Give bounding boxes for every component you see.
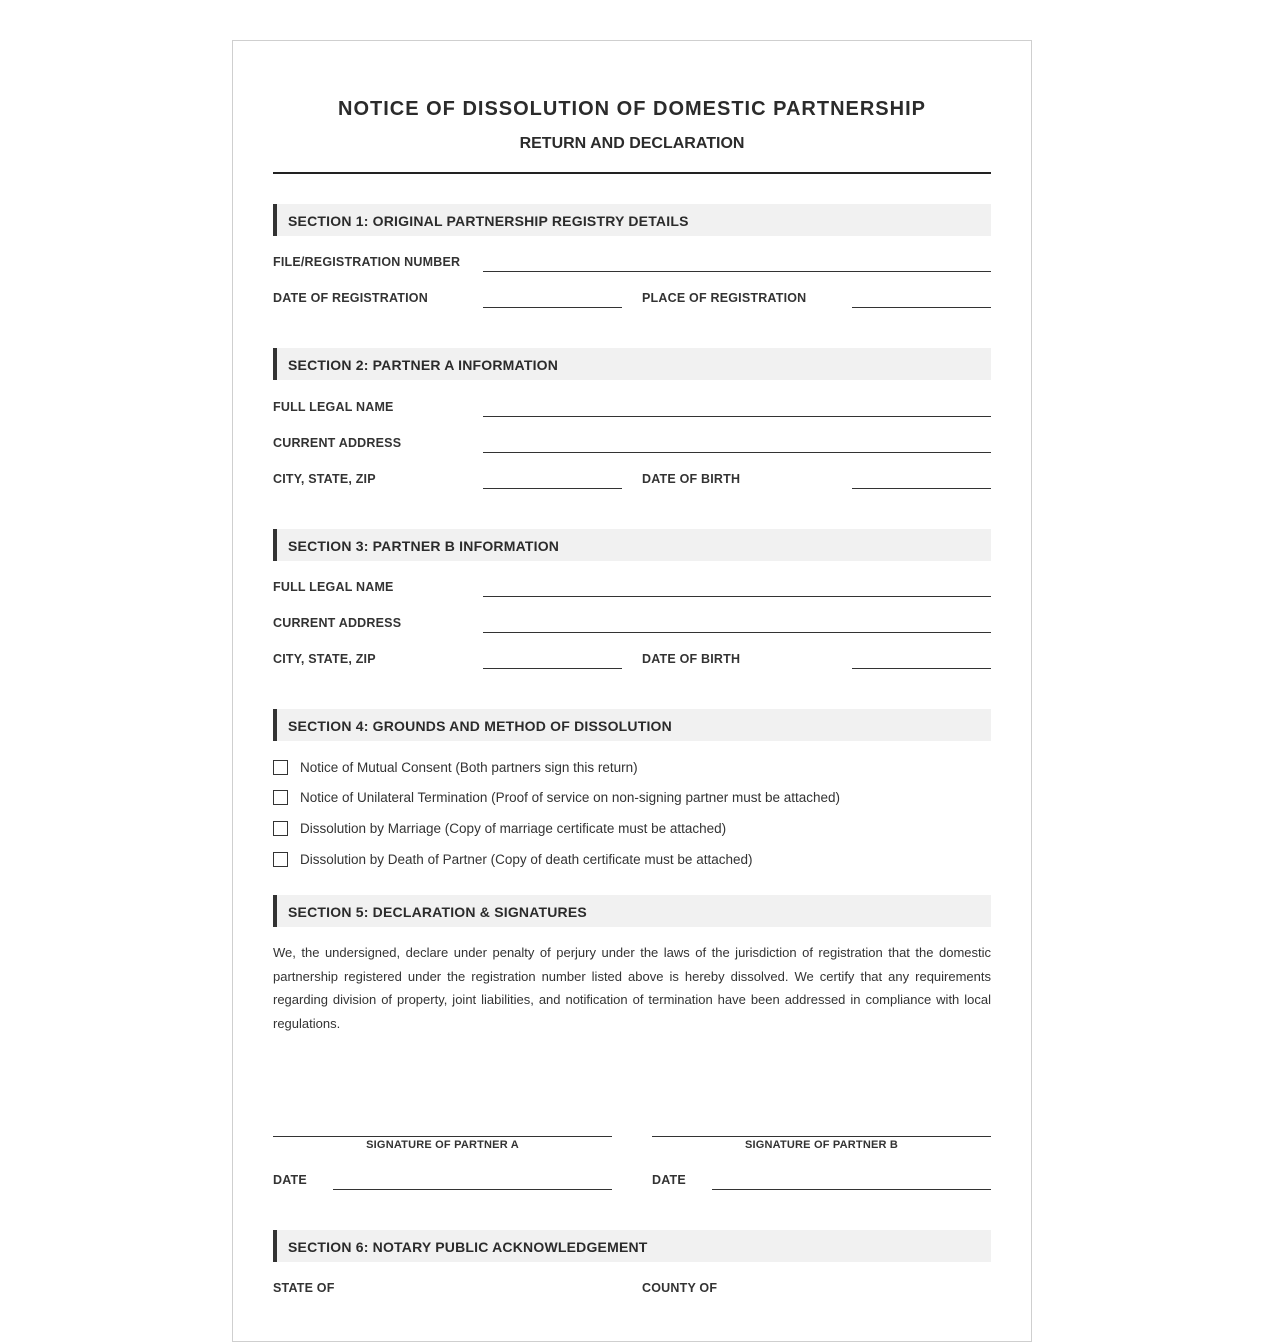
signature-b-field[interactable] xyxy=(652,1136,991,1137)
section-3-header xyxy=(273,529,991,561)
signature-b-date-label: DATE xyxy=(652,1173,686,1187)
partner-b-address-label: CURRENT ADDRESS xyxy=(273,616,402,630)
option-label: Dissolution by Marriage (Copy of marriage certificate must be attached) xyxy=(300,821,727,836)
section-2-title: SECTION 2: PARTNER A INFORMATION xyxy=(288,357,559,373)
registration-place-label: PLACE OF REGISTRATION xyxy=(642,291,807,305)
partner-b-dob-label: DATE OF BIRTH xyxy=(642,652,741,666)
file-number-label: FILE/REGISTRATION NUMBER xyxy=(273,255,461,269)
partner-b-city-field[interactable] xyxy=(483,668,622,669)
partner-a-address-field[interactable] xyxy=(483,452,991,453)
partner-a-name-label: FULL LEGAL NAME xyxy=(273,400,394,414)
notary-state-label: STATE OF xyxy=(273,1281,335,1295)
partner-a-dob-label: DATE OF BIRTH xyxy=(642,472,741,486)
checkbox[interactable] xyxy=(273,790,288,805)
file-number-field[interactable] xyxy=(483,271,991,272)
section-1-header xyxy=(273,204,991,236)
signature-a-field[interactable] xyxy=(273,1136,612,1137)
partner-a-city-field[interactable] xyxy=(483,488,622,489)
partner-b-name-field[interactable] xyxy=(483,596,991,597)
partner-a-name-field[interactable] xyxy=(483,416,991,417)
signature-a-date-label: DATE xyxy=(273,1173,307,1187)
section-3-title: SECTION 3: PARTNER B INFORMATION xyxy=(288,538,560,554)
partner-b-name-label: FULL LEGAL NAME xyxy=(273,580,394,594)
notary-county-label: COUNTY OF xyxy=(642,1281,718,1295)
partner-a-dob-field[interactable] xyxy=(852,488,991,489)
form-page xyxy=(232,40,1032,1342)
section-1-title: SECTION 1: ORIGINAL PARTNERSHIP REGISTRY DETAILS xyxy=(288,213,689,229)
section-4-title: SECTION 4: GROUNDS AND METHOD OF DISSOLUTION xyxy=(288,718,672,734)
signature-b-label: SIGNATURE OF PARTNER B xyxy=(744,1139,899,1151)
checkbox[interactable] xyxy=(273,821,288,836)
declaration-text: We, the undersigned, declare under penalty of perjury under the laws of the jurisdiction of registration that the domestic partnership registered under the registration number listed above is hereby dissolved. We certify that any requirements regarding division of property, joint liabilities, and notification of termination have been addressed in compliance with local regulations. xyxy=(273,945,991,1031)
section-6-header xyxy=(273,1230,991,1262)
section-6-title: SECTION 6: NOTARY PUBLIC ACKNOWLEDGEMENT xyxy=(288,1239,648,1255)
document-title: NOTICE OF DISSOLUTION OF DOMESTIC PARTNERSHIP xyxy=(338,98,926,120)
section-2-header xyxy=(273,348,991,380)
option-label: Dissolution by Death of Partner (Copy of death certificate must be attached) xyxy=(300,852,753,867)
registration-date-label: DATE OF REGISTRATION xyxy=(273,291,428,305)
section-5-title: SECTION 5: DECLARATION & SIGNATURES xyxy=(288,904,587,920)
checkbox[interactable] xyxy=(273,760,288,775)
signature-a-date-field[interactable] xyxy=(333,1189,612,1190)
document-subtitle: RETURN AND DECLARATION xyxy=(519,135,745,152)
section-4-header xyxy=(273,709,991,741)
registration-date-field[interactable] xyxy=(483,307,622,308)
registration-place-field[interactable] xyxy=(852,307,991,308)
option-label: Notice of Mutual Consent (Both partners sign this return) xyxy=(300,760,638,775)
partner-b-city-label: CITY, STATE, ZIP xyxy=(273,652,376,666)
partner-a-address-label: CURRENT ADDRESS xyxy=(273,436,402,450)
signature-a-label: SIGNATURE OF PARTNER A xyxy=(366,1139,519,1151)
partner-b-address-field[interactable] xyxy=(483,632,991,633)
option-label: Notice of Unilateral Termination (Proof of service on non-signing partner must be attached) xyxy=(300,790,841,805)
partner-b-dob-field[interactable] xyxy=(852,668,991,669)
checkbox[interactable] xyxy=(273,852,288,867)
section-5-header xyxy=(273,895,991,927)
signature-b-date-field[interactable] xyxy=(712,1189,991,1190)
partner-a-city-label: CITY, STATE, ZIP xyxy=(273,472,376,486)
header-divider xyxy=(273,172,991,174)
